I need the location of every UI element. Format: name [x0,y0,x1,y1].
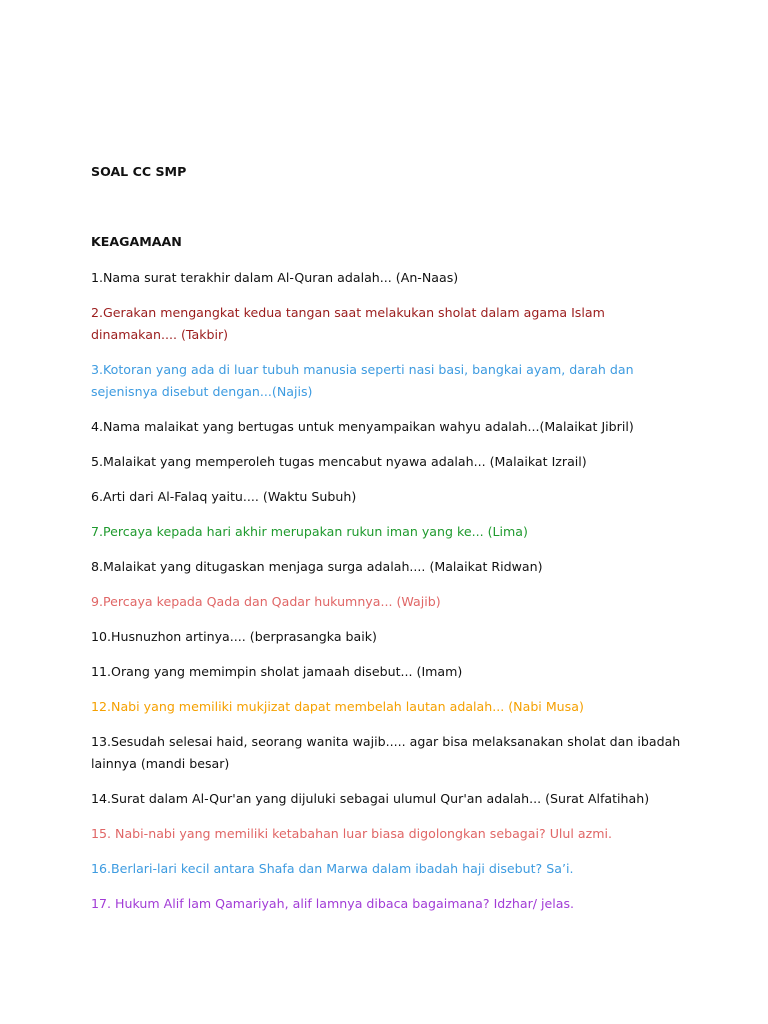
question-item: 6.Arti dari Al-Falaq yaitu.... (Waktu Subuh) [91,489,357,504]
question-item: 16.Berlari-lari kecil antara Shafa dan Marwa dalam ibadah haji disebut? Sa’i. [91,861,574,876]
question-item: 8.Malaikat yang ditugaskan menjaga surga adalah.... (Malaikat Ridwan) [91,559,543,574]
question-item: 12.Nabi yang memiliki mukjizat dapat membelah lautan adalah... (Nabi Musa) [91,699,584,714]
question-item: 17. Hukum Alif lam Qamariyah, alif lamnya dibaca bagaimana? Idzhar/ jelas. [91,896,575,911]
question-item: 13.Sesudah selesai haid, seorang wanita wajib..... agar bisa melaksanakan sholat dan ibadah lainnya (mandi besar) [91,734,681,771]
question-item: 9.Percaya kepada Qada dan Qadar hukumnya... (Wajib) [91,594,441,609]
document-title: SOAL CC SMP [91,164,187,179]
question-item: 15. Nabi-nabi yang memiliki ketabahan luar biasa digolongkan sebagai? Ulul azmi. [91,826,613,841]
question-item: 7.Percaya kepada hari akhir merupakan rukun iman yang ke... (Lima) [91,524,528,539]
question-item: 1.Nama surat terakhir dalam Al-Quran adalah... (An-Naas) [91,270,459,285]
question-item: 3.Kotoran yang ada di luar tubuh manusia seperti nasi basi, bangkai ayam, darah dan sejenisnya disebut dengan...(Najis) [91,362,634,399]
question-item: 2.Gerakan mengangkat kedua tangan saat melakukan sholat dalam agama Islam dinamakan.... (Takbir) [91,305,605,342]
question-item: 4.Nama malaikat yang bertugas untuk menyampaikan wahyu adalah...(Malaikat Jibril) [91,419,634,434]
question-item: 11.Orang yang memimpin sholat jamaah disebut... (Imam) [91,664,463,679]
section-title: KEAGAMAAN [91,234,182,249]
question-list [91,267,691,928]
question-item: 14.Surat dalam Al-Qur'an yang dijuluki sebagai ulumul Qur'an adalah... (Surat Alfatihah) [91,791,650,806]
question-item: 5.Malaikat yang memperoleh tugas mencabut nyawa adalah... (Malaikat Izrail) [91,454,587,469]
question-item: 10.Husnuzhon artinya.... (berprasangka baik) [91,629,377,644]
